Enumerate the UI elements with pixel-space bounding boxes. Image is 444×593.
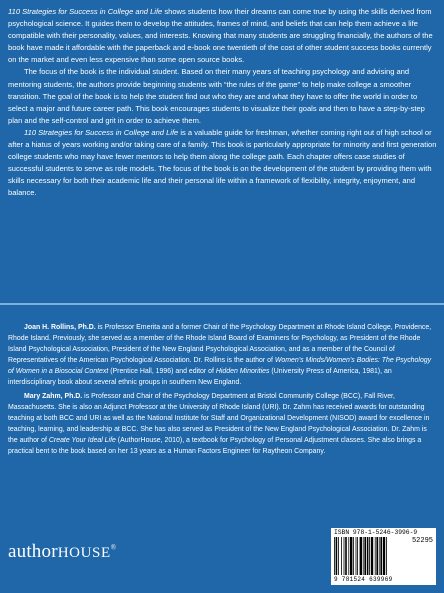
book-title-italic: 110 Strategies for Success in College and Life	[24, 127, 179, 137]
ean-digits: 9 781524 639969	[334, 576, 393, 583]
description-paragraph-1: 110 Strategies for Success in College and Life shows students how their dreams can come true by using the skills derived from psychological science. It guides them to develop the attitudes, frames of mind, and beliefs that can help them achieve a life compatible with their personality, values, and interests. Knowing that many students are struggling financially, the authors of the book have made it affordable with the paperback and e-book one twentieth of the cost of other student success books currently on the market and even less expensive than some open source books.	[8, 7, 433, 65]
publisher-logo: authorHOUSE®	[8, 541, 117, 562]
book-title-italic: 110 Strategies for Success in College and Life	[8, 7, 163, 16]
price-code: 52295	[411, 537, 433, 545]
author-bio-rollins: Joan H. Rollins, Ph.D. is Professor Emerita and a former Chair of the Psychology Department at Rhode Island College, Providence, Rhode Island. Previously, she served as a member of the Rhode Island Board of Examiners for Psychology, as President of the Rhode Island Psychological Association, President of the New England Psychological Association, and as a member of the Council of Representatives of the American Psychological Association. Dr. Rollins is the author of Women’s Minds/Women’s Bodies: The Psychology of Women in a Biosocial Context (Prentice Hall, 1996) and editor of Hidden Minorities (University Press of America, 1981), an interdisciplinary book about several ethnic groups in southern New England.	[8, 324, 432, 387]
description-paragraph-3: 110 Strategies for Success in College and Life is a valuable guide for freshman, whether coming right out of high school or after a hiatus of years working and/or taking care of a family. This book is particularly appropriate for minority and first generation college students who may have fewer mentors to help them along the college path. Each chapter offers case studies of successful students to serve as role models. The focus of the book is on the development of the student by providing them with skills necessary for both their academic life and their personal life within a framework of flexibility, integrity, enjoyment, and balance.	[8, 127, 437, 198]
section-divider	[0, 303, 444, 305]
author-bios	[8, 322, 438, 459]
description-paragraph-2: The focus of the book is the individual student. Based on their many years of teaching psychology and advising and mentoring students, the authors provide beginning students with “the rules of the game” to help make college a smoother transition. The goal of the book is to help the student find out who they are and what they have to offer the world in order to select a major and future career path. This book encourages students to visualize their goals and then to have a step-by-step plan and the self-control and grit in order to achieve them.	[8, 67, 425, 125]
isbn-label: ISBN 978-1-5246-3996-9	[334, 529, 418, 536]
book-description	[8, 6, 438, 200]
author-name: Mary Zahm, Ph.D.	[24, 392, 83, 400]
author-name: Joan H. Rollins, Ph.D.	[24, 324, 96, 331]
isbn-barcode	[331, 528, 436, 585]
barcode-bars	[334, 537, 408, 575]
author-bio-zahm: Mary Zahm, Ph.D. is Professor and Chair of the Psychology Department at Bristol Community College (BCC), Fall River, Massachusetts. She is also an Adjunct Professor at the University of Rhode Island (URI). Dr. Zahm has received awards for outstanding teaching at both BCC and URI as well as the National Institute for Staff and Organizational Development (NISOD) award for excellence in teaching, learning, and leadership at BCC. She has also served as President of the New England Psychological Association. Dr. Zahm is the author of Create Your Ideal Life (AuthorHouse, 2010), a textbook for Psychology of Personal Adjustment classes. She also brings a practical bent to the book based on her 13 years as a Human Factors Engineer for Raytheon Company.	[8, 392, 430, 456]
